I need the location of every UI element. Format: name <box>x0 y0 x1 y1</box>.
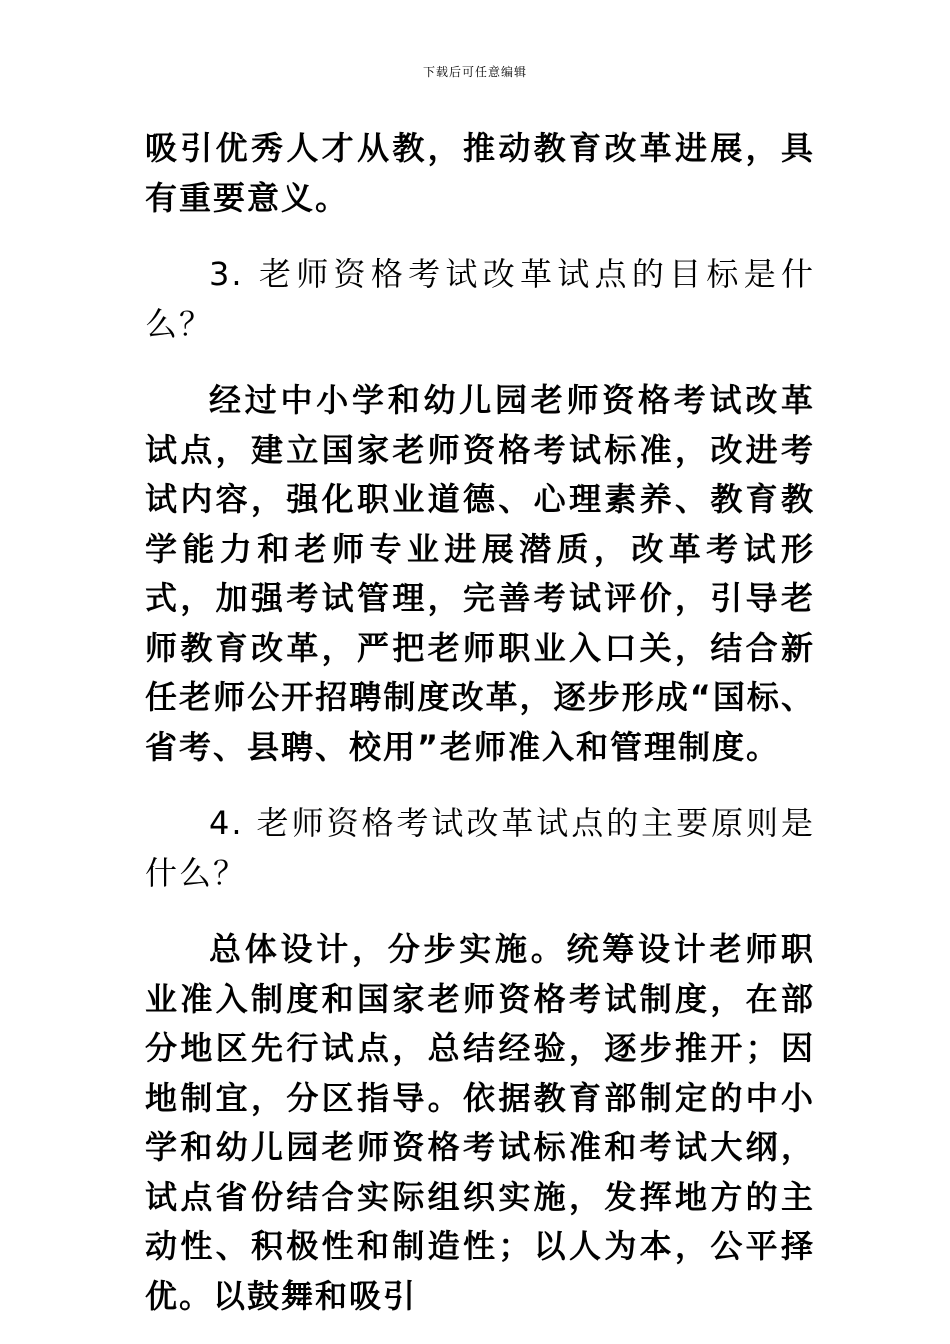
paragraph-continuation: 吸引优秀人才从教，推动教育改革进展，具有重要意义。 <box>145 129 815 217</box>
question-heading-3: 3. 老师资格考试改革试点的目标是什么？ <box>145 255 815 343</box>
document-body <box>145 124 815 1321</box>
answer-paragraph-4: 总体设计，分步实施。统筹设计老师职业准入制度和国家老师资格考试制度，在部分地区先行试点，总结经验，逐步推开；因地制宜，分区指导。依据教育部制定的中小学和幼儿园老师资格考试标准和考试大纲，试点省份结合实际组织实施，发挥地方的主动性、积极性和制造性；以人为本，公平择优。以鼓舞和吸引 <box>145 930 815 1315</box>
question-heading-4: 4. 老师资格考试改革试点的主要原则是什么？ <box>145 804 815 892</box>
answer-paragraph-3: 经过中小学和幼儿园老师资格考试改革试点，建立国家老师资格考试标准，改进考试内容，强化职业道德、心理素养、教育教学能力和老师专业进展潜质，改革考试形式，加强考试管理，完善考试评价，引导老师教育改革，严把老师职业入口关，结合新任老师公开招聘制度改革，逐步形成“国标、省考、县聘、校用”老师准入和管理制度。 <box>145 381 815 766</box>
page-header: 下载后可任意编辑 <box>422 65 527 79</box>
